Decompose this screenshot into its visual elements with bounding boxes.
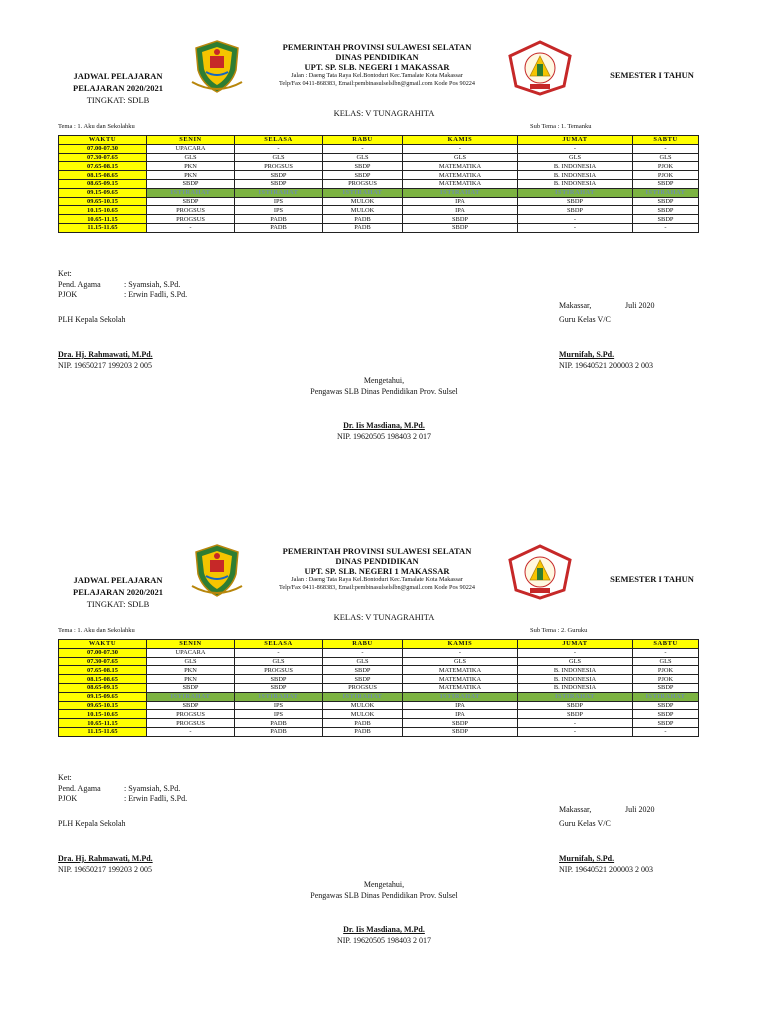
ket-pjok-row <box>58 290 187 301</box>
time-cell: 10.65-11.15 <box>59 719 147 728</box>
subject-cell: SBDP <box>633 206 699 215</box>
column-header: WAKTU <box>59 136 147 145</box>
table-row <box>59 675 699 684</box>
subject-cell: IPA <box>403 197 518 206</box>
table-row <box>59 692 699 701</box>
department-name: DINAS PENDIDIKAN <box>335 556 419 566</box>
subject-cell: PADB <box>235 719 323 728</box>
column-header: KAMIS <box>403 136 518 145</box>
time-cell: 08.65-09.15 <box>59 683 147 692</box>
subject-cell: GLS <box>323 153 403 162</box>
column-header: SENIN <box>147 640 235 649</box>
column-header: SABTU <box>633 640 699 649</box>
subject-cell: - <box>518 727 633 736</box>
subject-cell: GLS <box>518 657 633 666</box>
kepsek-nip: NIP. 19650217 199203 2 005 <box>58 865 153 874</box>
school-logo-icon <box>508 40 572 96</box>
subject-cell: MULOK <box>323 710 403 719</box>
subject-cell: GLS <box>147 153 235 162</box>
subject-cell: SBDP <box>633 701 699 710</box>
ket-agama-value: : Syamsiah, S.Pd. <box>124 279 181 289</box>
subject-cell: GLS <box>323 657 403 666</box>
pengawas-name-wrap <box>0 925 768 934</box>
subject-cell: MULOK <box>323 197 403 206</box>
table-row <box>59 648 699 657</box>
subject-cell: PROGSUS <box>323 683 403 692</box>
subject-cell: ISTIRAHAT <box>323 692 403 701</box>
schedule-title <box>68 70 168 106</box>
table-row <box>59 215 699 224</box>
time-cell: 11.15-11.65 <box>59 727 147 736</box>
table-row <box>59 223 699 232</box>
subject-cell: PADB <box>323 719 403 728</box>
subject-cell: PADB <box>235 727 323 736</box>
subject-cell: SBDP <box>235 171 323 180</box>
subject-cell: MATEMATIKA <box>403 675 518 684</box>
subtema-label: Sub Tema : 2. Guruku <box>530 627 588 634</box>
semester-label: SEMESTER I TAHUN <box>610 574 694 584</box>
subject-cell: UPACARA <box>147 144 235 153</box>
title-line-2: PELAJARAN 2020/2021 <box>73 587 163 597</box>
subject-cell: PROGSUS <box>235 162 323 171</box>
pengawas-nip: NIP. 19620505 198403 2 017 <box>336 432 431 441</box>
school-name: UPT. SP. SLB. NEGERI 1 MAKASSAR <box>304 62 450 72</box>
schedule-table <box>58 135 699 233</box>
subject-cell: SBDP <box>403 215 518 224</box>
table-row <box>59 197 699 206</box>
ket-pjok-row <box>58 794 187 805</box>
subject-cell: ISTIRAHAT <box>518 692 633 701</box>
time-cell: 07.30-07.65 <box>59 657 147 666</box>
subject-cell: ISTIRAHAT <box>633 188 699 197</box>
subject-cell: - <box>403 648 518 657</box>
ket-pjok-value: : Erwin Fadli, S.Pd. <box>124 794 188 803</box>
subject-cell: MATEMATIKA <box>403 171 518 180</box>
subject-cell: SBDP <box>147 683 235 692</box>
subject-cell: SBDP <box>147 179 235 188</box>
time-cell: 09.65-10.15 <box>59 701 147 710</box>
column-header: JUMAT <box>518 640 633 649</box>
table-row <box>59 683 699 692</box>
subject-cell: PADB <box>235 223 323 232</box>
subject-cell: PJOK <box>633 162 699 171</box>
time-cell: 07.65-08.15 <box>59 666 147 675</box>
subject-cell: GLS <box>403 153 518 162</box>
ket-agama-row <box>58 280 187 291</box>
ket-agama-row <box>58 784 187 795</box>
subject-cell: IPS <box>235 206 323 215</box>
kepsek-nip: NIP. 19650217 199203 2 005 <box>58 361 153 370</box>
kelas-label: KELAS: V TUNAGRAHITA <box>333 612 435 622</box>
subject-cell: ISTIRAHAT <box>235 692 323 701</box>
subject-cell: - <box>518 223 633 232</box>
subject-cell: - <box>235 648 323 657</box>
subject-cell: - <box>323 144 403 153</box>
subject-cell: B. INDONESIA <box>518 162 633 171</box>
table-row <box>59 657 699 666</box>
guru-name: Murnifah, S.Pd. <box>559 350 615 359</box>
subject-cell: SBDP <box>403 223 518 232</box>
tingkat-label: TINGKAT: SDLB <box>86 95 150 105</box>
subject-cell: ISTIRAHAT <box>323 188 403 197</box>
subject-cell: SBDP <box>518 701 633 710</box>
subject-cell: UPACARA <box>147 648 235 657</box>
guru-name: Murnifah, S.Pd. <box>559 854 615 863</box>
kepsek-name: Dra. Hj. Rahmawati, M.Pd. <box>58 854 153 863</box>
subject-cell: - <box>147 223 235 232</box>
time-cell: 09.15-09.65 <box>59 692 147 701</box>
subtema-label: Sub Tema : 1. Temanku <box>530 123 592 130</box>
province-name: PEMERINTAH PROVINSI SULAWESI SELATAN <box>282 546 472 556</box>
time-cell: 10.65-11.15 <box>59 215 147 224</box>
column-header: SELASA <box>235 136 323 145</box>
tema-label: Tema : 1. Aku dan Sekolahku <box>58 123 135 130</box>
subject-cell: ISTIRAHAT <box>403 692 518 701</box>
column-header: SENIN <box>147 136 235 145</box>
subject-cell: SBDP <box>633 719 699 728</box>
guru-kelas-label: Guru Kelas V/C <box>559 315 611 324</box>
subject-cell: IPS <box>235 701 323 710</box>
ket-agama-value: : Syamsiah, S.Pd. <box>124 783 181 793</box>
school-address: Jalan : Daeng Tata Raya Kel.Bontoduri Kec.Tamalate Kota Makassar <box>291 72 463 79</box>
ket-label: Ket: <box>58 269 72 278</box>
subject-cell: GLS <box>403 657 518 666</box>
school-contact: Telp/Fax 0411-868383, Email:pembinasulselslbn@gmail.com Kode Pos 90224 <box>279 80 475 87</box>
table-row <box>59 144 699 153</box>
subject-cell: PROGSUS <box>147 719 235 728</box>
ket-label: Ket: <box>58 773 72 782</box>
subject-cell: PKN <box>147 162 235 171</box>
table-row <box>59 701 699 710</box>
column-header: WAKTU <box>59 640 147 649</box>
provincial-emblem-icon <box>188 542 246 600</box>
subject-cell: PADB <box>323 215 403 224</box>
ket-pjok-label: PJOK <box>58 290 78 299</box>
subject-cell: ISTIRAHAT <box>147 692 235 701</box>
subject-cell: B. INDONESIA <box>518 171 633 180</box>
schedule-sheet-2 <box>0 538 768 958</box>
guru-nip: NIP. 19640521 200003 2 003 <box>559 865 654 874</box>
time-cell: 09.65-10.15 <box>59 197 147 206</box>
subject-cell: SBDP <box>403 727 518 736</box>
schedule-title <box>68 574 168 610</box>
column-header: RABU <box>323 640 403 649</box>
ket-agama-label: Pend. Agama <box>58 783 101 793</box>
subject-cell: - <box>323 648 403 657</box>
time-cell: 08.65-09.15 <box>59 179 147 188</box>
ket-pjok-label: PJOK <box>58 794 78 803</box>
subject-cell: SBDP <box>518 710 633 719</box>
tingkat-label: TINGKAT: SDLB <box>86 599 150 609</box>
subject-cell: - <box>518 719 633 728</box>
table-header-row <box>59 136 699 145</box>
subject-cell: SBDP <box>633 215 699 224</box>
subject-cell: PROGSUS <box>147 215 235 224</box>
time-cell: 09.15-09.65 <box>59 188 147 197</box>
subject-cell: GLS <box>518 153 633 162</box>
subject-cell: SBDP <box>403 719 518 728</box>
subject-cell: - <box>633 727 699 736</box>
plh-kepala-sekolah-label: PLH Kepala Sekolah <box>58 315 126 324</box>
subject-cell: IPA <box>403 701 518 710</box>
title-line-1: JADWAL PELAJARAN <box>73 71 163 81</box>
subject-cell: IPA <box>403 206 518 215</box>
time-cell: 10.15-10.65 <box>59 710 147 719</box>
subject-cell: SBDP <box>323 675 403 684</box>
table-row <box>59 727 699 736</box>
pengawas-label: Pengawas SLB Dinas Pendidikan Prov. Sulsel <box>310 891 458 900</box>
school-contact: Telp/Fax 0411-868383, Email:pembinasulselslbn@gmail.com Kode Pos 90224 <box>279 584 475 591</box>
pengawas-nip: NIP. 19620505 198403 2 017 <box>336 936 431 945</box>
subject-cell: PADB <box>235 215 323 224</box>
subject-cell: B. INDONESIA <box>518 675 633 684</box>
subject-cell: - <box>235 144 323 153</box>
time-cell: 07.65-08.15 <box>59 162 147 171</box>
subject-cell: SBDP <box>323 171 403 180</box>
subject-cell: PJOK <box>633 171 699 180</box>
title-line-1: JADWAL PELAJARAN <box>73 575 163 585</box>
time-cell: 07.30-07.65 <box>59 153 147 162</box>
ket-agama-label: Pend. Agama <box>58 279 101 289</box>
provincial-emblem-icon <box>188 38 246 96</box>
subject-cell: - <box>633 223 699 232</box>
subject-cell: PJOK <box>633 666 699 675</box>
subject-cell: PROGSUS <box>235 666 323 675</box>
subject-cell: SBDP <box>633 710 699 719</box>
subject-cell: PKN <box>147 675 235 684</box>
subject-cell: MATEMATIKA <box>403 162 518 171</box>
subject-cell: B. INDONESIA <box>518 666 633 675</box>
subject-cell: SBDP <box>235 683 323 692</box>
subject-cell: - <box>633 648 699 657</box>
subject-cell: SBDP <box>518 197 633 206</box>
mengetahui-label: Mengetahui, <box>363 880 405 889</box>
table-header-row <box>59 640 699 649</box>
place-label: Makassar, <box>559 805 592 814</box>
subject-cell: ISTIRAHAT <box>403 188 518 197</box>
province-name: PEMERINTAH PROVINSI SULAWESI SELATAN <box>282 42 472 52</box>
subject-cell: SBDP <box>633 179 699 188</box>
subject-cell: PROGSUS <box>147 206 235 215</box>
table-row <box>59 710 699 719</box>
plh-kepala-sekolah-label: PLH Kepala Sekolah <box>58 819 126 828</box>
table-row <box>59 153 699 162</box>
schedule-table <box>58 639 699 737</box>
subject-cell: GLS <box>235 153 323 162</box>
date-label: Juli 2020 <box>625 301 655 310</box>
subject-cell: ISTIRAHAT <box>235 188 323 197</box>
kelas-label: KELAS: V TUNAGRAHITA <box>333 108 435 118</box>
table-row <box>59 171 699 180</box>
subject-cell: IPS <box>235 197 323 206</box>
mengetahui-label: Mengetahui, <box>363 376 405 385</box>
subject-cell: SBDP <box>235 179 323 188</box>
time-cell: 11.15-11.65 <box>59 223 147 232</box>
subject-cell: GLS <box>147 657 235 666</box>
institution-header <box>246 42 508 88</box>
table-row <box>59 188 699 197</box>
subject-cell: - <box>518 144 633 153</box>
subject-cell: SBDP <box>633 197 699 206</box>
subject-cell: MATEMATIKA <box>403 666 518 675</box>
subject-cell: MULOK <box>323 206 403 215</box>
date-label: Juli 2020 <box>625 805 655 814</box>
school-name: UPT. SP. SLB. NEGERI 1 MAKASSAR <box>304 566 450 576</box>
department-name: DINAS PENDIDIKAN <box>335 52 419 62</box>
time-cell: 08.15-08.65 <box>59 675 147 684</box>
subject-cell: B. INDONESIA <box>518 179 633 188</box>
subject-cell: MULOK <box>323 701 403 710</box>
subject-cell: ISTIRAHAT <box>147 188 235 197</box>
column-header: SABTU <box>633 136 699 145</box>
subject-cell: MATEMATIKA <box>403 683 518 692</box>
kepsek-name: Dra. Hj. Rahmawati, M.Pd. <box>58 350 153 359</box>
time-cell: 07.00-07.30 <box>59 144 147 153</box>
subject-cell: PADB <box>323 223 403 232</box>
pengawas-label: Pengawas SLB Dinas Pendidikan Prov. Sulsel <box>310 387 458 396</box>
subject-cell: - <box>147 727 235 736</box>
subject-cell: ISTIRAHAT <box>633 692 699 701</box>
subject-cell: GLS <box>633 153 699 162</box>
subject-cell: - <box>518 648 633 657</box>
subject-cell: IPS <box>235 710 323 719</box>
subject-cell: SBDP <box>235 675 323 684</box>
table-row <box>59 179 699 188</box>
table-row <box>59 206 699 215</box>
subject-cell: B. INDONESIA <box>518 683 633 692</box>
semester-label: SEMESTER I TAHUN <box>610 70 694 80</box>
school-logo-icon <box>508 544 572 600</box>
time-cell: 10.15-10.65 <box>59 206 147 215</box>
subject-cell: SBDP <box>323 666 403 675</box>
subject-cell: - <box>633 144 699 153</box>
place-date <box>559 301 709 310</box>
school-address: Jalan : Daeng Tata Raya Kel.Bontoduri Kec.Tamalate Kota Makassar <box>291 576 463 583</box>
subject-cell: PROGSUS <box>323 179 403 188</box>
column-header: JUMAT <box>518 136 633 145</box>
keterangan <box>58 773 187 805</box>
subject-cell: - <box>403 144 518 153</box>
tema-label: Tema : 1. Aku dan Sekolahku <box>58 627 135 634</box>
subject-cell: SBDP <box>147 197 235 206</box>
subject-cell: GLS <box>235 657 323 666</box>
guru-kelas-label: Guru Kelas V/C <box>559 819 611 828</box>
subject-cell: PKN <box>147 171 235 180</box>
table-row <box>59 162 699 171</box>
time-cell: 07.00-07.30 <box>59 648 147 657</box>
institution-header <box>246 546 508 592</box>
column-header: SELASA <box>235 640 323 649</box>
subject-cell: SBDP <box>147 701 235 710</box>
subject-cell: SBDP <box>633 683 699 692</box>
approval-block <box>0 879 768 901</box>
subject-cell: SBDP <box>518 206 633 215</box>
subject-cell: ISTIRAHAT <box>518 188 633 197</box>
table-row <box>59 666 699 675</box>
subject-cell: GLS <box>633 657 699 666</box>
schedule-sheet-1 <box>0 34 768 454</box>
subject-cell: PROGSUS <box>147 710 235 719</box>
pengawas-name: Dr. Iis Masdiana, M.Pd. <box>343 925 425 934</box>
column-header: RABU <box>323 136 403 145</box>
subject-cell: SBDP <box>323 162 403 171</box>
pengawas-name-wrap <box>0 421 768 430</box>
keterangan <box>58 269 187 301</box>
approval-block <box>0 375 768 397</box>
subject-cell: PJOK <box>633 675 699 684</box>
time-cell: 08.15-08.65 <box>59 171 147 180</box>
pengawas-name: Dr. Iis Masdiana, M.Pd. <box>343 421 425 430</box>
subject-cell: PADB <box>323 727 403 736</box>
subject-cell: IPA <box>403 710 518 719</box>
subject-cell: - <box>518 215 633 224</box>
subject-cell: MATEMATIKA <box>403 179 518 188</box>
place-label: Makassar, <box>559 301 592 310</box>
title-line-2: PELAJARAN 2020/2021 <box>73 83 163 93</box>
guru-nip: NIP. 19640521 200003 2 003 <box>559 361 654 370</box>
ket-pjok-value: : Erwin Fadli, S.Pd. <box>124 290 188 299</box>
place-date <box>559 805 709 814</box>
column-header: KAMIS <box>403 640 518 649</box>
table-row <box>59 719 699 728</box>
subject-cell: PKN <box>147 666 235 675</box>
